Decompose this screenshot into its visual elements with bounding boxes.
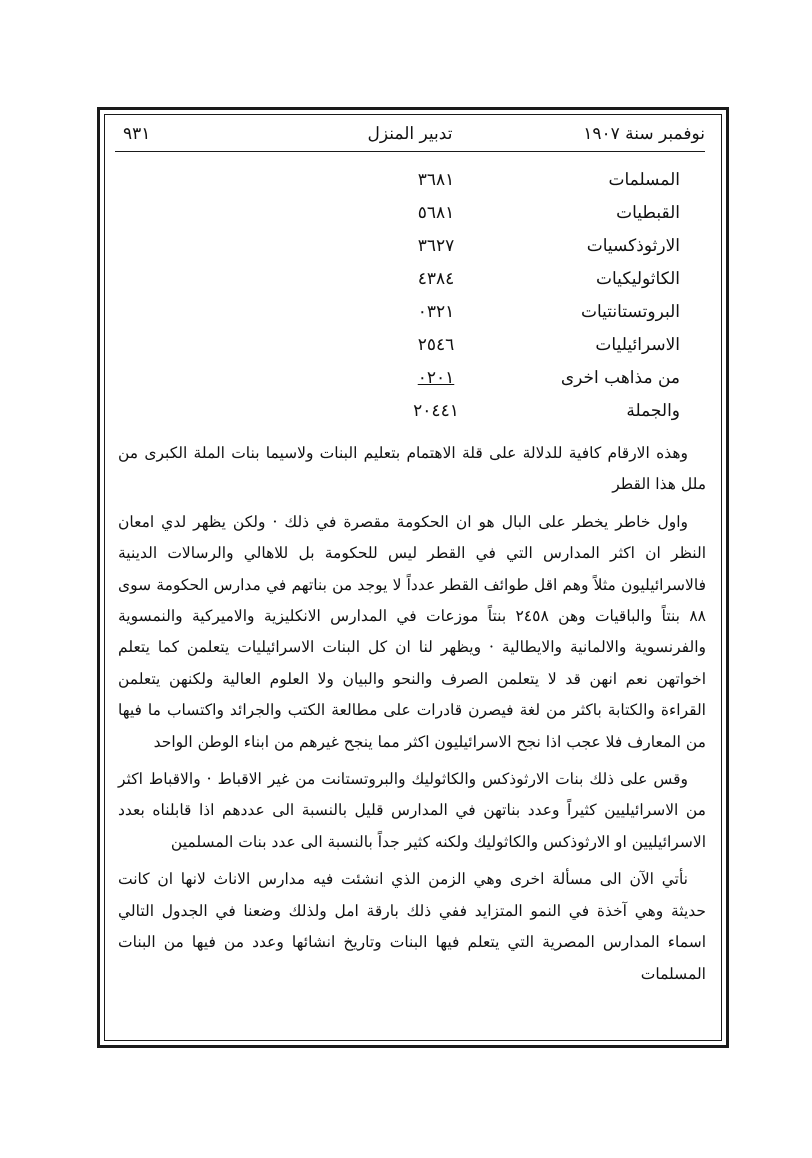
statistics-table xyxy=(380,170,680,434)
page-header xyxy=(115,124,705,154)
stat-label: الارثوذكسيات xyxy=(586,236,680,256)
stat-value: ٥٦٨١ xyxy=(417,203,455,223)
stat-row xyxy=(380,368,680,401)
paragraph: واول خاطر يخطر على البال هو ان الحكومة مقصرة في ذلك · ولكن يظهر لدي امعان النظر ان اكثر المدارس التي في القطر ليس للحكومة بل للاهالي والرسالات الدينية فالاسرائيليون مثلاً وهم اقل طوائف القطر عدداً لا يوجد من بناتهم في مدارس الحكومة سوى ٨٨ بنتاً والباقيات وهن ٢٤٥٨ بنتاً موزعات في المدارس الانكليزية والاميركية والنمسوية والفرنسوية والالمانية والايطالية · ويظهر لنا ان كل البنات الاسرائيليات يتعلمن كما يتعلم اخواتهن نعم انهن قد لا يتعلمن الصرف والنحو والبيان ولا العلوم العالية ولكنهن يتعلمن القراءة والكتابة باكثر من لغة فيصرن قادرات على مطالعة الكتب والجرائد واكتساب ما فيها من المعارف فلا عجب اذا نجح الاسرائيليون اكثر مما ينجح غيرهم من ابناء الوطن الواحد xyxy=(118,512,706,751)
header-title: تدبير المنزل xyxy=(367,124,453,144)
stat-label: الكاثوليكيات xyxy=(596,269,680,289)
stat-value: ٠٢٠١ xyxy=(417,368,455,388)
stat-label: القبطيات xyxy=(616,203,680,223)
stat-total-label: والجملة xyxy=(626,401,680,421)
stat-total-row xyxy=(380,401,680,434)
header-rule xyxy=(115,151,705,152)
stat-value: ٣٦٨١ xyxy=(417,170,455,190)
stat-value: ٣٦٢٧ xyxy=(417,236,455,256)
stat-total-value: ٢٠٤٤١ xyxy=(413,401,459,421)
paragraph: وقس على ذلك بنات الارثوذكس والكاثوليك والبروتستانت من غير الاقباط · والاقباط اكثر من الاسرائيليين كثيراً وعدد بناتهن في المدارس قليل بالنسبة الى عددهم اذا قابلناه بعدد الاسرائيليين او الارثوذكس والكاثوليك ولكنه كثير جداً بالنسبة الى عدد بنات المسلمين xyxy=(118,770,706,851)
stat-row xyxy=(380,170,680,203)
stat-value: ٤٣٨٤ xyxy=(417,269,455,289)
stat-label: من مذاهب اخرى xyxy=(560,368,680,388)
stat-value: ٢٥٤٦ xyxy=(417,335,455,355)
paragraph: وهذه الارقام كافية للدلالة على قلة الاهتمام بتعليم البنات ولاسيما بنات الملة الكبرى من ملل هذا القطر xyxy=(118,444,706,494)
stat-value: ٠٣٢١ xyxy=(417,302,455,322)
page-number: ٩٣١ xyxy=(123,124,151,144)
stat-row xyxy=(380,203,680,236)
paragraph: نأتي الآن الى مسألة اخرى وهي الزمن الذي انشئت فيه مدارس الاناث لانها ان كانت حديثة وهي آخذة في النمو المتزايد ففي ذلك بارقة امل ولذلك وضعنا في الجدول التالي اسماء المدارس المصرية التي يتعلم فيها البنات وتاريخ انشائها وعدد من فيها من البنات المسلمات xyxy=(118,870,706,983)
stat-row xyxy=(380,269,680,302)
stat-row xyxy=(380,236,680,269)
stat-label: البروتستانتيات xyxy=(580,302,680,322)
stat-label: المسلمات xyxy=(608,170,680,190)
article-body xyxy=(118,438,706,996)
stat-row xyxy=(380,302,680,335)
header-date: نوفمبر سنة ١٩٠٧ xyxy=(583,124,705,144)
stat-row xyxy=(380,335,680,368)
stat-label: الاسرائيليات xyxy=(595,335,680,355)
